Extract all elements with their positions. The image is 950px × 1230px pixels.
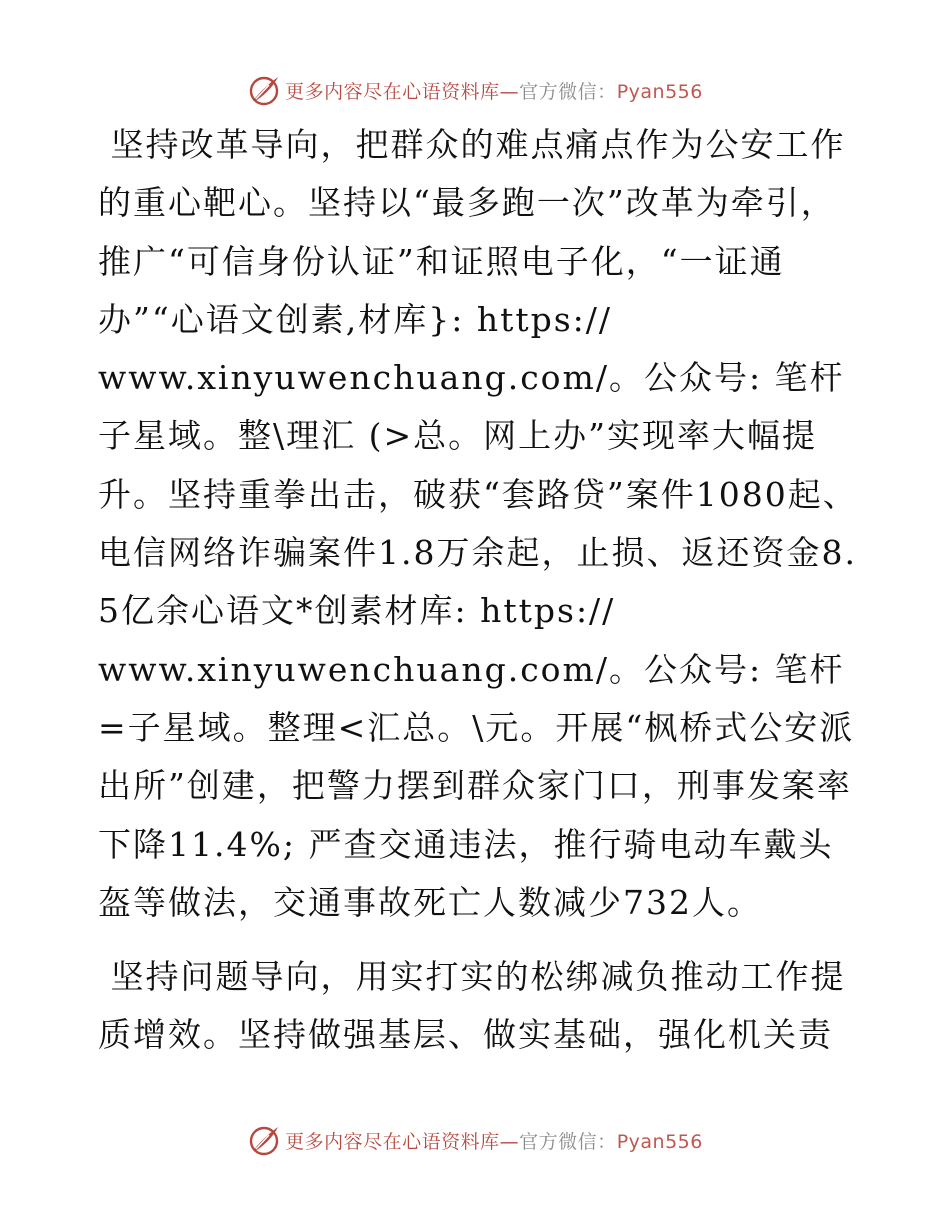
watermark-text xyxy=(285,77,703,104)
document-body xyxy=(98,116,858,1065)
paragraph-reform: 坚持改革导向，把群众的难点痛点作为公安工作的重心靶心。坚持以“最多跑一次”改革为牵引，推广“可信身份认证”和证照电子化，“一证通办”“心语文创素,材库}: https:// www.xinyuwenchuang.com/。公众号: 笔杆子星域。整\理汇 (>总。网上办”实现率大幅提升。坚持重拳出击，破获“套路贷”案件1080起、电信网络诈骗案件1.8万余起，止损、返还资金8.5亿余心语文*创素材库: https:// www.xinyuwenchuang.com/。公众号: 笔杆=子星域。整理<汇总。\元。开展“枫桥式公安派出所”创建，把警力摆到群众家门口，刑事发案率下降11.4%; 严查交通违法，推行骑电动车戴头盔等做法，交通事故死亡人数减少732人。 xyxy=(98,125,858,922)
watermark-wechat-id: Pyan556 xyxy=(616,1130,703,1153)
footer-watermark xyxy=(0,1120,950,1160)
watermark-separator: — xyxy=(499,80,520,103)
quill-logo-icon xyxy=(247,73,281,107)
watermark-site: 更多内容尽在心语资料库 xyxy=(285,80,500,103)
quill-logo-icon xyxy=(247,1123,281,1157)
watermark-label: 官方微信： xyxy=(519,1130,617,1153)
header-watermark xyxy=(0,70,950,110)
paragraph-problem: 坚持问题导向，用实打实的松绑减负推动工作提质增效。坚持做强基层、做实基础，强化机关责 xyxy=(98,957,846,1055)
watermark-separator: — xyxy=(499,1130,520,1153)
watermark-site: 更多内容尽在心语资料库 xyxy=(285,1130,500,1153)
watermark-wechat-id: Pyan556 xyxy=(616,80,703,103)
watermark-label: 官方微信： xyxy=(519,80,617,103)
watermark-text xyxy=(285,1127,703,1154)
